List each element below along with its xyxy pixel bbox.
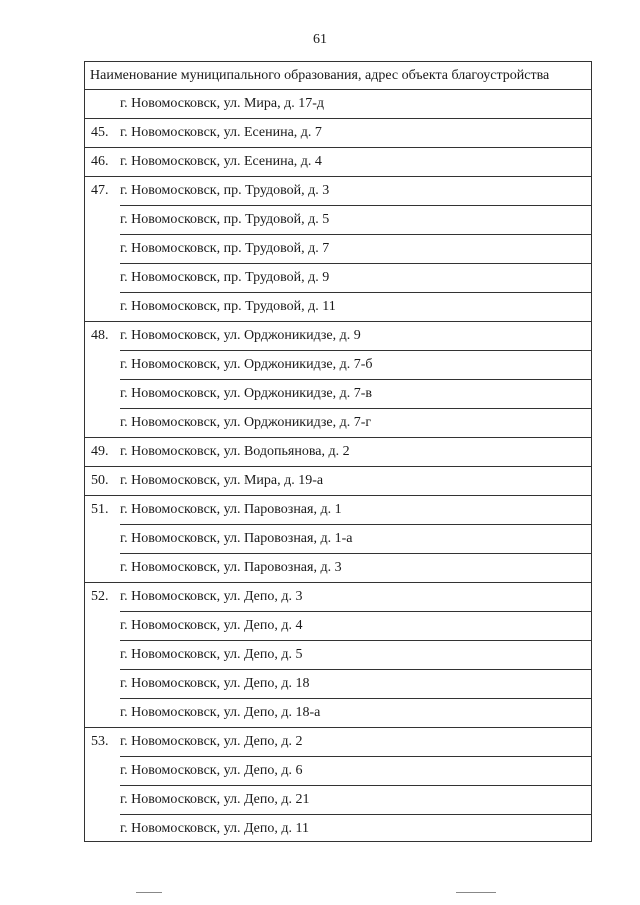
row-address: г. Новомосковск, ул. Депо, д. 2	[120, 734, 303, 749]
page-number: 61	[313, 32, 327, 47]
table-header: Наименование муниципального образования, адрес объекта благоустройства	[85, 62, 591, 90]
table-row	[85, 438, 591, 467]
table-row	[85, 728, 591, 757]
table-row	[85, 177, 591, 206]
row-address: г. Новомосковск, ул. Орджоникидзе, д. 7-в	[120, 386, 373, 401]
row-address: г. Новомосковск, ул. Депо, д. 6	[120, 763, 303, 778]
table-row	[85, 235, 591, 264]
address-table	[84, 61, 592, 842]
table-row	[85, 206, 591, 235]
row-address: г. Новомосковск, ул. Орджоникидзе, д. 7-б	[120, 357, 373, 372]
table-row	[85, 380, 591, 409]
row-address: г. Новомосковск, ул. Есенина, д. 4	[120, 154, 322, 169]
table-row	[85, 496, 591, 525]
table-row	[85, 90, 591, 119]
row-number: 45.	[91, 125, 109, 140]
row-address: г. Новомосковск, ул. Депо, д. 4	[120, 618, 303, 633]
table-row	[85, 322, 591, 351]
row-address: г. Новомосковск, ул. Депо, д. 5	[120, 647, 303, 662]
table-row	[85, 612, 591, 641]
row-address: г. Новомосковск, ул. Депо, д. 18-а	[120, 705, 321, 720]
table-row	[85, 786, 591, 815]
table-row	[85, 583, 591, 612]
table-row	[85, 409, 591, 438]
row-address: г. Новомосковск, пр. Трудовой, д. 11	[120, 299, 336, 314]
table-row	[85, 757, 591, 786]
row-number: 47.	[91, 183, 109, 198]
row-address: г. Новомосковск, ул. Мира, д. 17-д	[120, 96, 325, 111]
scan-artifact	[136, 892, 162, 893]
table-row	[85, 351, 591, 380]
scan-artifact	[456, 892, 496, 893]
row-address: г. Новомосковск, пр. Трудовой, д. 7	[120, 241, 330, 256]
table-row	[85, 264, 591, 293]
row-address: г. Новомосковск, ул. Орджоникидзе, д. 7-г	[120, 415, 372, 430]
row-number: 53.	[91, 734, 109, 749]
row-number: 49.	[91, 444, 109, 459]
row-address: г. Новомосковск, ул. Мира, д. 19-а	[120, 473, 324, 488]
row-number: 50.	[91, 473, 109, 488]
table-row	[85, 119, 591, 148]
table-row	[85, 293, 591, 322]
row-address: г. Новомосковск, пр. Трудовой, д. 5	[120, 212, 330, 227]
row-number: 51.	[91, 502, 109, 517]
row-address: г. Новомосковск, ул. Депо, д. 11	[120, 821, 309, 836]
table-row	[85, 699, 591, 728]
row-number: 46.	[91, 154, 109, 169]
table-row	[85, 467, 591, 496]
row-address: г. Новомосковск, ул. Депо, д. 3	[120, 589, 303, 604]
row-address: г. Новомосковск, ул. Паровозная, д. 1	[120, 502, 342, 517]
table-row	[85, 525, 591, 554]
row-address: г. Новомосковск, ул. Орджоникидзе, д. 9	[120, 328, 361, 343]
table-row	[85, 815, 591, 844]
table-row	[85, 148, 591, 177]
table-row	[85, 670, 591, 699]
row-address: г. Новомосковск, ул. Есенина, д. 7	[120, 125, 322, 140]
table-row	[85, 641, 591, 670]
row-address: г. Новомосковск, пр. Трудовой, д. 9	[120, 270, 330, 285]
row-address: г. Новомосковск, ул. Депо, д. 18	[120, 676, 310, 691]
row-address: г. Новомосковск, ул. Депо, д. 21	[120, 792, 310, 807]
row-number: 52.	[91, 589, 109, 604]
row-address: г. Новомосковск, ул. Паровозная, д. 3	[120, 560, 342, 575]
row-address: г. Новомосковск, пр. Трудовой, д. 3	[120, 183, 330, 198]
row-number: 48.	[91, 328, 109, 343]
row-address: г. Новомосковск, ул. Водопьянова, д. 2	[120, 444, 350, 459]
table-row	[85, 554, 591, 583]
row-address: г. Новомосковск, ул. Паровозная, д. 1-а	[120, 531, 353, 546]
